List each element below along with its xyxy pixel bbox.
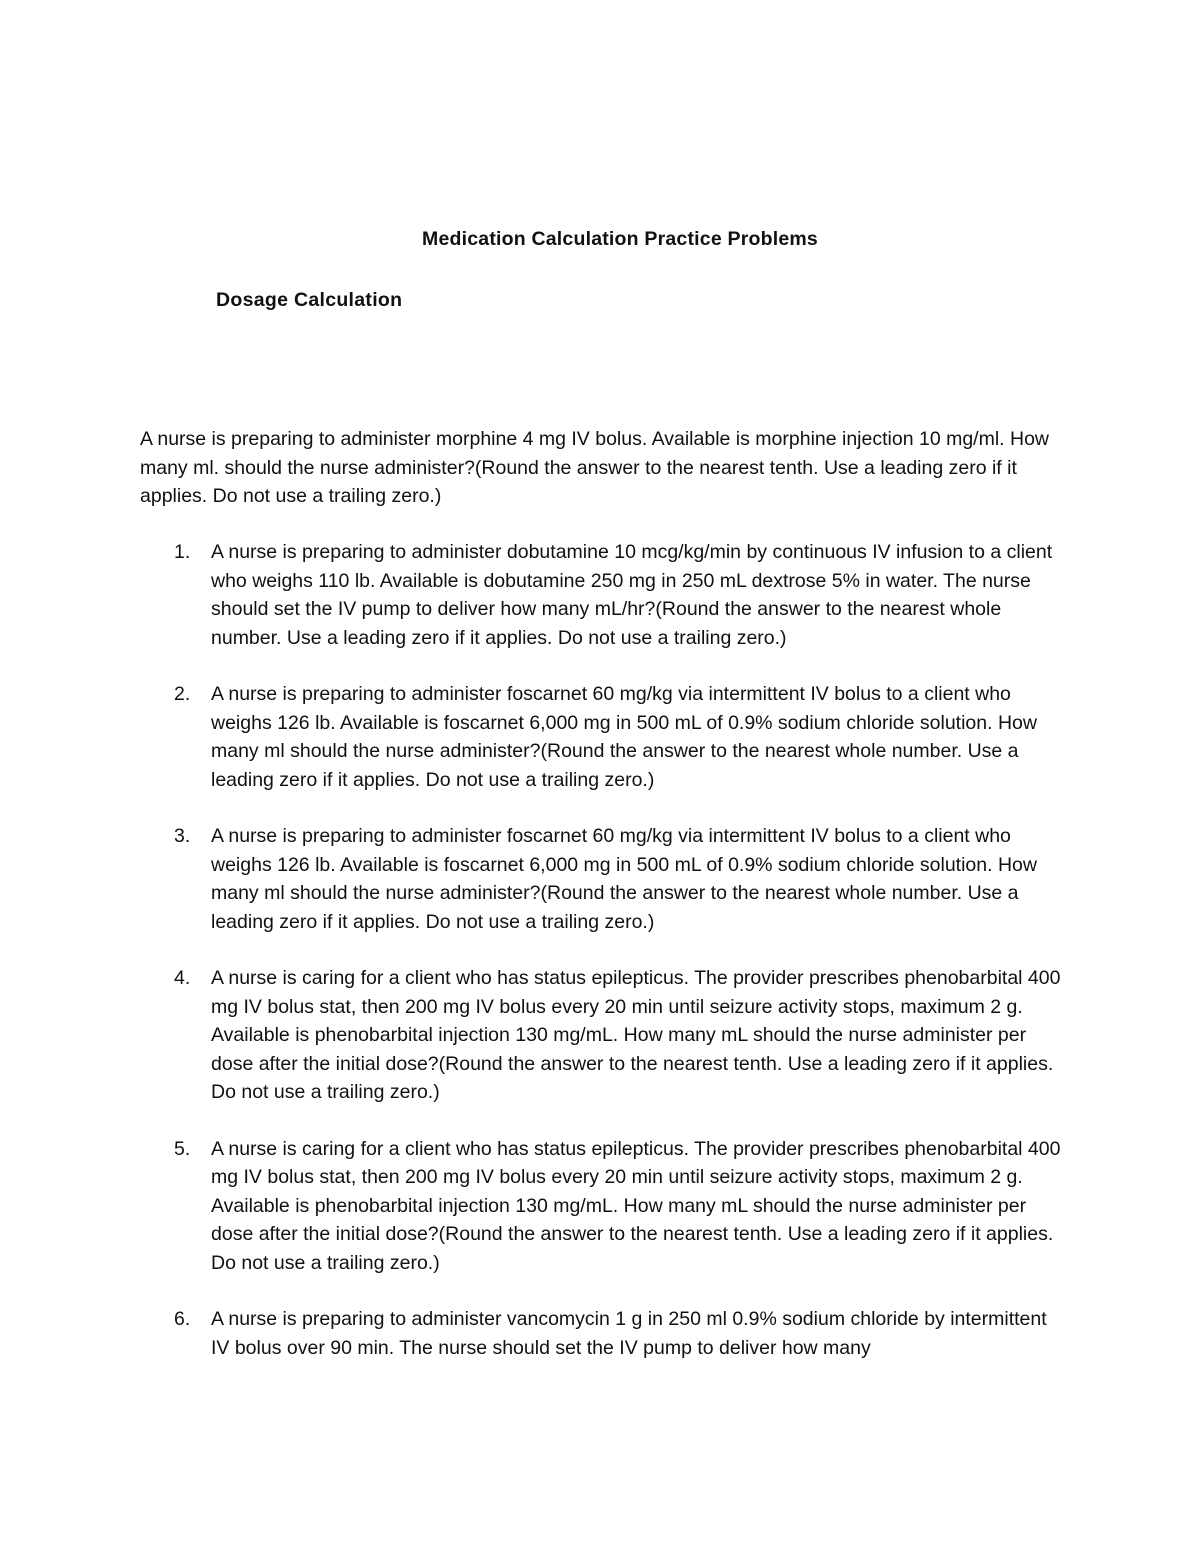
problem-text: A nurse is preparing to administer foscarnet 60 mg/kg via intermittent IV bolus to a client who weighs 126 lb. Available is foscarnet 6,000 mg in 500 mL of 0.9% sodium chloride solution. How many ml should the nurse administer?(Round the answer to the nearest whole number. Use a leading zero if it applies. Do not use a trailing zero.) [211,683,1037,791]
problem-text: A nurse is preparing to administer dobutamine 10 mcg/kg/min by continuous IV infusion to a client who weighs 110 lb. Available is dobutamine 250 mg in 250 mL dextrose 5% in water. The nurse should set the IV pump to deliver how many mL/hr?(Round the answer to the nearest whole number. Use a leading zero if it applies. Do not use a trailing zero.) [211,541,1053,649]
problem-text: A nurse is caring for a client who has status epilepticus. The provider prescribes phenobarbital 400 mg IV bolus stat, then 200 mg IV bolus every 20 min until seizure activity stops, maximum 2 g. Available is phenobarbital injection 130 mg/mL. How many mL should the nurse administer per dose after the initial dose?(Round the answer to the nearest tenth. Use a leading zero if it applies. Do not use a trailing zero.) [211,1137,1061,1274]
problem-item [0,680,1200,794]
problem-number: 4. [174,967,191,989]
problem-item [0,964,1200,1107]
problem-item [0,1135,1200,1278]
problem-number: 2. [174,683,191,705]
problem-item [0,538,1200,652]
problem-number: 6. [174,1308,191,1330]
problem-number: 5. [174,1137,191,1160]
problem-number: 1. [174,541,191,563]
problem-text: A nurse is caring for a client who has status epilepticus. The provider prescribes phenobarbital 400 mg IV bolus stat, then 200 mg IV bolus every 20 min until seizure activity stops, maximum 2 g. Available is phenobarbital injection 130 mg/mL. How many mL should the nurse administer per dose after the initial dose?(Round the answer to the nearest tenth. Use a leading zero if it applies. Do not use a trailing zero.) [211,967,1061,1103]
section-heading: Dosage Calculation [216,289,403,311]
document-title: Medication Calculation Practice Problems [422,228,818,250]
problem-item [0,1305,1200,1362]
problem-number: 3. [174,825,191,847]
problem-list [0,538,1200,1390]
problem-item [0,822,1200,936]
intro-problem: A nurse is preparing to administer morphine 4 mg IV bolus. Available is morphine injection 10 mg/ml. How many ml. should the nurse administer?(Round the answer to the nearest tenth. Use a leading zero if it applies. Do not use a trailing zero.) [140,428,1050,507]
problem-text: A nurse is preparing to administer vancomycin 1 g in 250 ml 0.9% sodium chloride by intermittent IV bolus over 90 min. The nurse should set the IV pump to deliver how many [211,1308,1047,1359]
problem-text: A nurse is preparing to administer foscarnet 60 mg/kg via intermittent IV bolus to a client who weighs 126 lb. Available is foscarnet 6,000 mg in 500 mL of 0.9% sodium chloride solution. How many ml should the nurse administer?(Round the answer to the nearest whole number. Use a leading zero if it applies. Do not use a trailing zero.) [211,825,1037,933]
